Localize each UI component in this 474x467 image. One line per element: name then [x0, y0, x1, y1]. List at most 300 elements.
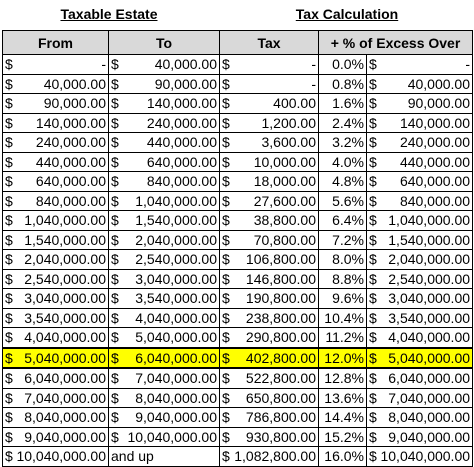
table-row	[3, 348, 473, 369]
cell-value: 1,200.00	[261, 114, 316, 131]
col-header-from: From	[3, 31, 109, 55]
cell-from	[3, 74, 109, 94]
currency-symbol: $	[369, 428, 377, 445]
cell-over	[367, 269, 473, 289]
cell-value: 786,800.00	[245, 409, 316, 426]
cell-over	[367, 55, 473, 75]
cell-pct: 0.8%	[319, 74, 367, 94]
cell-tax	[220, 133, 319, 153]
cell-tax	[220, 388, 319, 408]
currency-symbol: $	[111, 75, 119, 92]
cell-value: 6,040,000.00	[135, 349, 217, 366]
currency-symbol: $	[5, 370, 13, 387]
currency-symbol: $	[5, 75, 13, 92]
cell-tax	[220, 308, 319, 328]
table-body	[3, 55, 473, 467]
cell-tax	[220, 427, 319, 447]
cell-value: 290,800.00	[245, 329, 316, 346]
cell-value: -	[101, 56, 106, 73]
cell-value: 7,040,000.00	[24, 389, 106, 406]
cell-value: 3,540,000.00	[388, 309, 471, 326]
currency-symbol: $	[5, 329, 13, 346]
cell-value: 40,000.00	[407, 75, 471, 92]
cell-over	[367, 211, 473, 231]
currency-symbol: $	[369, 251, 377, 268]
cell-from	[3, 172, 109, 192]
cell-pct: 6.4%	[319, 211, 367, 231]
cell-value: 6,040,000.00	[388, 370, 471, 387]
cell-pct: 2.4%	[319, 113, 367, 133]
cell-value: 2,040,000.00	[388, 251, 471, 268]
currency-symbol: $	[222, 309, 230, 326]
cell-to	[109, 211, 220, 231]
cell-pct: 8.8%	[319, 269, 367, 289]
table-row	[3, 94, 473, 114]
cell-pct: 13.6%	[319, 388, 367, 408]
currency-symbol: $	[111, 309, 119, 326]
currency-symbol: $	[222, 75, 230, 92]
cell-from	[3, 133, 109, 153]
cell-over	[367, 388, 473, 408]
cell-value: 10,040,000.00	[380, 448, 471, 465]
currency-symbol: $	[111, 56, 119, 73]
currency-symbol: $	[222, 370, 230, 387]
cell-value: 402,800.00	[245, 349, 316, 366]
cell-value: 2,040,000.00	[135, 231, 217, 248]
currency-symbol: $	[369, 270, 377, 287]
cell-over	[367, 250, 473, 270]
cell-over	[367, 289, 473, 309]
cell-value: 8,040,000.00	[24, 409, 106, 426]
cell-over	[367, 447, 473, 467]
currency-symbol: $	[111, 95, 119, 112]
cell-over	[367, 408, 473, 428]
cell-tax	[220, 269, 319, 289]
currency-symbol: $	[222, 192, 230, 209]
currency-symbol: $	[5, 349, 13, 366]
taxable-estate-title: Taxable Estate	[60, 6, 158, 22]
cell-over	[367, 172, 473, 192]
cell-tax	[220, 113, 319, 133]
cell-value: 3,600.00	[261, 134, 316, 151]
cell-value: 4,040,000.00	[388, 329, 471, 346]
cell-over	[367, 152, 473, 172]
cell-tax	[220, 55, 319, 75]
currency-symbol: $	[369, 153, 377, 170]
cell-value: 6,040,000.00	[24, 370, 106, 387]
cell-to	[109, 328, 220, 348]
currency-symbol: $	[222, 329, 230, 346]
cell-from	[3, 250, 109, 270]
currency-symbol: $	[369, 370, 377, 387]
cell-tax	[220, 152, 319, 172]
currency-symbol: $	[369, 448, 377, 465]
currency-symbol: $	[222, 409, 230, 426]
cell-value: 190,800.00	[245, 290, 316, 307]
cell-pct: 5.6%	[319, 191, 367, 211]
cell-to	[109, 133, 220, 153]
table-row	[3, 74, 473, 94]
cell-value: 440,000.00	[146, 134, 217, 151]
cell-from	[3, 447, 109, 467]
tax-calculation-title: Tax Calculation	[295, 6, 399, 22]
cell-from	[3, 152, 109, 172]
cell-from	[3, 55, 109, 75]
cell-from	[3, 269, 109, 289]
cell-value: 1,082,800.00	[234, 448, 316, 465]
cell-value: 2,040,000.00	[24, 251, 106, 268]
cell-value: 106,800.00	[245, 251, 316, 268]
estate-tax-table	[2, 30, 473, 467]
cell-value: 2,540,000.00	[388, 270, 471, 287]
table-row	[3, 250, 473, 270]
table-row	[3, 211, 473, 231]
cell-to	[109, 152, 220, 172]
currency-symbol: $	[222, 448, 230, 465]
cell-tax	[220, 230, 319, 250]
cell-tax	[220, 408, 319, 428]
currency-symbol: $	[111, 349, 119, 366]
cell-from	[3, 308, 109, 328]
currency-symbol: $	[5, 231, 13, 248]
cell-tax	[220, 74, 319, 94]
cell-tax	[220, 289, 319, 309]
currency-symbol: $	[369, 231, 377, 248]
cell-value: 2,540,000.00	[135, 251, 217, 268]
cell-value: 240,000.00	[146, 114, 217, 131]
cell-value: 440,000.00	[35, 153, 106, 170]
cell-pct: 16.0%	[319, 447, 367, 467]
currency-symbol: $	[111, 370, 119, 387]
currency-symbol: $	[369, 389, 377, 406]
cell-value: 140,000.00	[399, 114, 471, 131]
cell-value: 3,040,000.00	[135, 270, 217, 287]
cell-over	[367, 191, 473, 211]
group-header	[0, 0, 474, 30]
cell-value: 10,040,000.00	[16, 448, 106, 465]
cell-value: 3,040,000.00	[24, 290, 106, 307]
cell-over	[367, 427, 473, 447]
cell-over	[367, 348, 473, 369]
cell-to	[109, 74, 220, 94]
cell-from	[3, 191, 109, 211]
cell-over	[367, 328, 473, 348]
cell-value: 40,000.00	[43, 75, 106, 92]
cell-tax	[220, 191, 319, 211]
cell-value: 7,040,000.00	[135, 370, 217, 387]
cell-from	[3, 230, 109, 250]
currency-symbol: $	[5, 173, 13, 190]
currency-symbol: $	[222, 251, 230, 268]
cell-to	[109, 289, 220, 309]
currency-symbol: $	[369, 349, 377, 366]
cell-value: -	[311, 75, 316, 92]
table-row	[3, 388, 473, 408]
cell-value: 1,540,000.00	[135, 212, 217, 229]
cell-value: 3,040,000.00	[388, 290, 471, 307]
cell-value: 1,040,000.00	[24, 212, 106, 229]
cell-value: 1,040,000.00	[388, 212, 471, 229]
cell-from	[3, 388, 109, 408]
cell-pct: 12.8%	[319, 368, 367, 388]
currency-symbol: $	[369, 56, 377, 73]
cell-value: 9,040,000.00	[388, 428, 471, 445]
currency-symbol: $	[222, 270, 230, 287]
currency-symbol: $	[222, 114, 230, 131]
cell-from	[3, 427, 109, 447]
cell-to	[109, 368, 220, 388]
cell-value: 140,000.00	[35, 114, 106, 131]
table-row	[3, 368, 473, 388]
currency-symbol: $	[5, 290, 13, 307]
currency-symbol: $	[222, 173, 230, 190]
currency-symbol: $	[5, 114, 13, 131]
cell-tax	[220, 348, 319, 369]
cell-from	[3, 328, 109, 348]
cell-tax	[220, 368, 319, 388]
currency-symbol: $	[5, 212, 13, 229]
cell-value: 1,040,000.00	[135, 192, 217, 209]
currency-symbol: $	[111, 231, 119, 248]
currency-symbol: $	[5, 95, 13, 112]
currency-symbol: $	[222, 389, 230, 406]
table-row	[3, 308, 473, 328]
currency-symbol: $	[222, 56, 230, 73]
cell-value: 90,000.00	[43, 95, 106, 112]
cell-to	[109, 94, 220, 114]
cell-pct: 9.6%	[319, 289, 367, 309]
cell-value: 640,000.00	[399, 173, 471, 190]
table-row	[3, 289, 473, 309]
currency-symbol: $	[111, 212, 119, 229]
cell-to	[109, 427, 220, 447]
cell-over	[367, 74, 473, 94]
col-header-percent-excess: + % of Excess Over	[319, 31, 473, 55]
cell-tax	[220, 172, 319, 192]
currency-symbol: $	[369, 409, 377, 426]
cell-pct: 1.6%	[319, 94, 367, 114]
cell-pct: 10.4%	[319, 308, 367, 328]
cell-value: 7,040,000.00	[388, 389, 471, 406]
currency-symbol: $	[111, 428, 119, 445]
table-row	[3, 447, 473, 467]
cell-pct: 4.0%	[319, 152, 367, 172]
currency-symbol: $	[111, 270, 119, 287]
cell-to	[109, 408, 220, 428]
table-row	[3, 152, 473, 172]
table-row	[3, 230, 473, 250]
currency-symbol: $	[369, 212, 377, 229]
cell-tax	[220, 94, 319, 114]
table-row	[3, 113, 473, 133]
cell-value: 5,040,000.00	[135, 329, 217, 346]
currency-symbol: $	[369, 290, 377, 307]
table-row	[3, 191, 473, 211]
cell-tax	[220, 250, 319, 270]
cell-from	[3, 94, 109, 114]
cell-to	[109, 269, 220, 289]
currency-symbol: $	[222, 95, 230, 112]
cell-pct: 0.0%	[319, 55, 367, 75]
currency-symbol: $	[111, 114, 119, 131]
cell-value: 640,000.00	[35, 173, 106, 190]
cell-tax	[220, 211, 319, 231]
currency-symbol: $	[111, 290, 119, 307]
table-row	[3, 269, 473, 289]
col-header-tax: Tax	[220, 31, 319, 55]
currency-symbol: $	[369, 75, 377, 92]
cell-value: 4,040,000.00	[24, 329, 106, 346]
currency-symbol: $	[369, 114, 377, 131]
currency-symbol: $	[5, 309, 13, 326]
cell-to	[109, 308, 220, 328]
cell-over	[367, 133, 473, 153]
currency-symbol: $	[369, 134, 377, 151]
currency-symbol: $	[369, 192, 377, 209]
cell-value: 10,000.00	[253, 153, 316, 170]
cell-value: 440,000.00	[399, 153, 471, 170]
cell-value: 40,000.00	[154, 56, 217, 73]
cell-over	[367, 94, 473, 114]
cell-to	[109, 447, 220, 467]
cell-value: 3,540,000.00	[24, 309, 106, 326]
cell-value: 70,800.00	[253, 231, 316, 248]
cell-pct: 14.4%	[319, 408, 367, 428]
cell-value: 5,040,000.00	[24, 349, 106, 366]
currency-symbol: $	[5, 192, 13, 209]
currency-symbol: $	[222, 134, 230, 151]
cell-from	[3, 348, 109, 369]
cell-to	[109, 388, 220, 408]
currency-symbol: $	[5, 448, 13, 465]
cell-from	[3, 113, 109, 133]
currency-symbol: $	[222, 349, 230, 366]
cell-value: 10,040,000.00	[127, 428, 217, 445]
column-header-row	[3, 31, 473, 55]
currency-symbol: $	[111, 251, 119, 268]
currency-symbol: $	[369, 95, 377, 112]
cell-pct: 12.0%	[319, 348, 367, 369]
cell-over	[367, 368, 473, 388]
cell-pct: 4.8%	[319, 172, 367, 192]
cell-value: 8,040,000.00	[388, 409, 471, 426]
cell-to	[109, 348, 220, 369]
cell-value: 840,000.00	[399, 192, 471, 209]
table-row	[3, 172, 473, 192]
cell-to	[109, 113, 220, 133]
currency-symbol: $	[111, 389, 119, 406]
currency-symbol: $	[222, 428, 230, 445]
cell-value: 146,800.00	[245, 270, 316, 287]
cell-to	[109, 250, 220, 270]
currency-symbol: $	[222, 153, 230, 170]
table-row	[3, 328, 473, 348]
cell-value: 90,000.00	[154, 75, 217, 92]
table-row	[3, 427, 473, 447]
currency-symbol: $	[5, 389, 13, 406]
cell-to	[109, 55, 220, 75]
cell-to	[109, 172, 220, 192]
currency-symbol: $	[5, 153, 13, 170]
currency-symbol: $	[111, 192, 119, 209]
cell-value: 2,540,000.00	[24, 270, 106, 287]
currency-symbol: $	[222, 231, 230, 248]
cell-to	[109, 230, 220, 250]
cell-value: 240,000.00	[35, 134, 106, 151]
cell-from	[3, 289, 109, 309]
cell-value: 27,600.00	[253, 192, 316, 209]
currency-symbol: $	[369, 329, 377, 346]
cell-tax	[220, 328, 319, 348]
cell-value: 4,040,000.00	[135, 309, 217, 326]
currency-symbol: $	[5, 56, 13, 73]
currency-symbol: $	[369, 173, 377, 190]
table-row	[3, 133, 473, 153]
cell-pct: 7.2%	[319, 230, 367, 250]
cell-value: 18,000.00	[253, 173, 316, 190]
cell-value: 930,800.00	[245, 428, 316, 445]
cell-value: 38,800.00	[253, 212, 316, 229]
cell-value: 5,040,000.00	[388, 349, 471, 366]
cell-tax	[220, 447, 319, 467]
currency-symbol: $	[369, 309, 377, 326]
cell-value: 238,800.00	[245, 309, 316, 326]
cell-value: 9,040,000.00	[135, 409, 217, 426]
currency-symbol: $	[111, 329, 119, 346]
cell-value: 522,800.00	[245, 370, 316, 387]
cell-value: 8,040,000.00	[135, 389, 217, 406]
currency-symbol: $	[5, 270, 13, 287]
currency-symbol: $	[222, 212, 230, 229]
cell-to	[109, 191, 220, 211]
currency-symbol: $	[111, 153, 119, 170]
cell-from	[3, 408, 109, 428]
col-header-to: To	[109, 31, 220, 55]
cell-over	[367, 230, 473, 250]
currency-symbol: $	[111, 173, 119, 190]
table-row	[3, 55, 473, 75]
currency-symbol: $	[5, 251, 13, 268]
cell-over	[367, 308, 473, 328]
cell-pct: 8.0%	[319, 250, 367, 270]
cell-value: 90,000.00	[407, 95, 471, 112]
cell-value: 9,040,000.00	[24, 428, 106, 445]
cell-value: and up	[111, 448, 154, 465]
cell-from	[3, 211, 109, 231]
currency-symbol: $	[222, 290, 230, 307]
cell-pct: 3.2%	[319, 133, 367, 153]
currency-symbol: $	[5, 134, 13, 151]
currency-symbol: $	[5, 428, 13, 445]
cell-value: 3,540,000.00	[135, 290, 217, 307]
currency-symbol: $	[5, 409, 13, 426]
cell-value: 840,000.00	[35, 192, 106, 209]
table-row	[3, 408, 473, 428]
cell-value: 650,800.00	[245, 389, 316, 406]
currency-symbol: $	[111, 409, 119, 426]
cell-value: 1,540,000.00	[24, 231, 106, 248]
cell-value: -	[465, 56, 471, 73]
cell-value: 240,000.00	[399, 134, 471, 151]
cell-value: 140,000.00	[146, 95, 217, 112]
cell-value: 1,540,000.00	[388, 231, 471, 248]
cell-value: 840,000.00	[146, 173, 217, 190]
cell-value: -	[311, 56, 316, 73]
cell-pct: 11.2%	[319, 328, 367, 348]
cell-over	[367, 113, 473, 133]
cell-pct: 15.2%	[319, 427, 367, 447]
cell-value: 640,000.00	[146, 153, 217, 170]
